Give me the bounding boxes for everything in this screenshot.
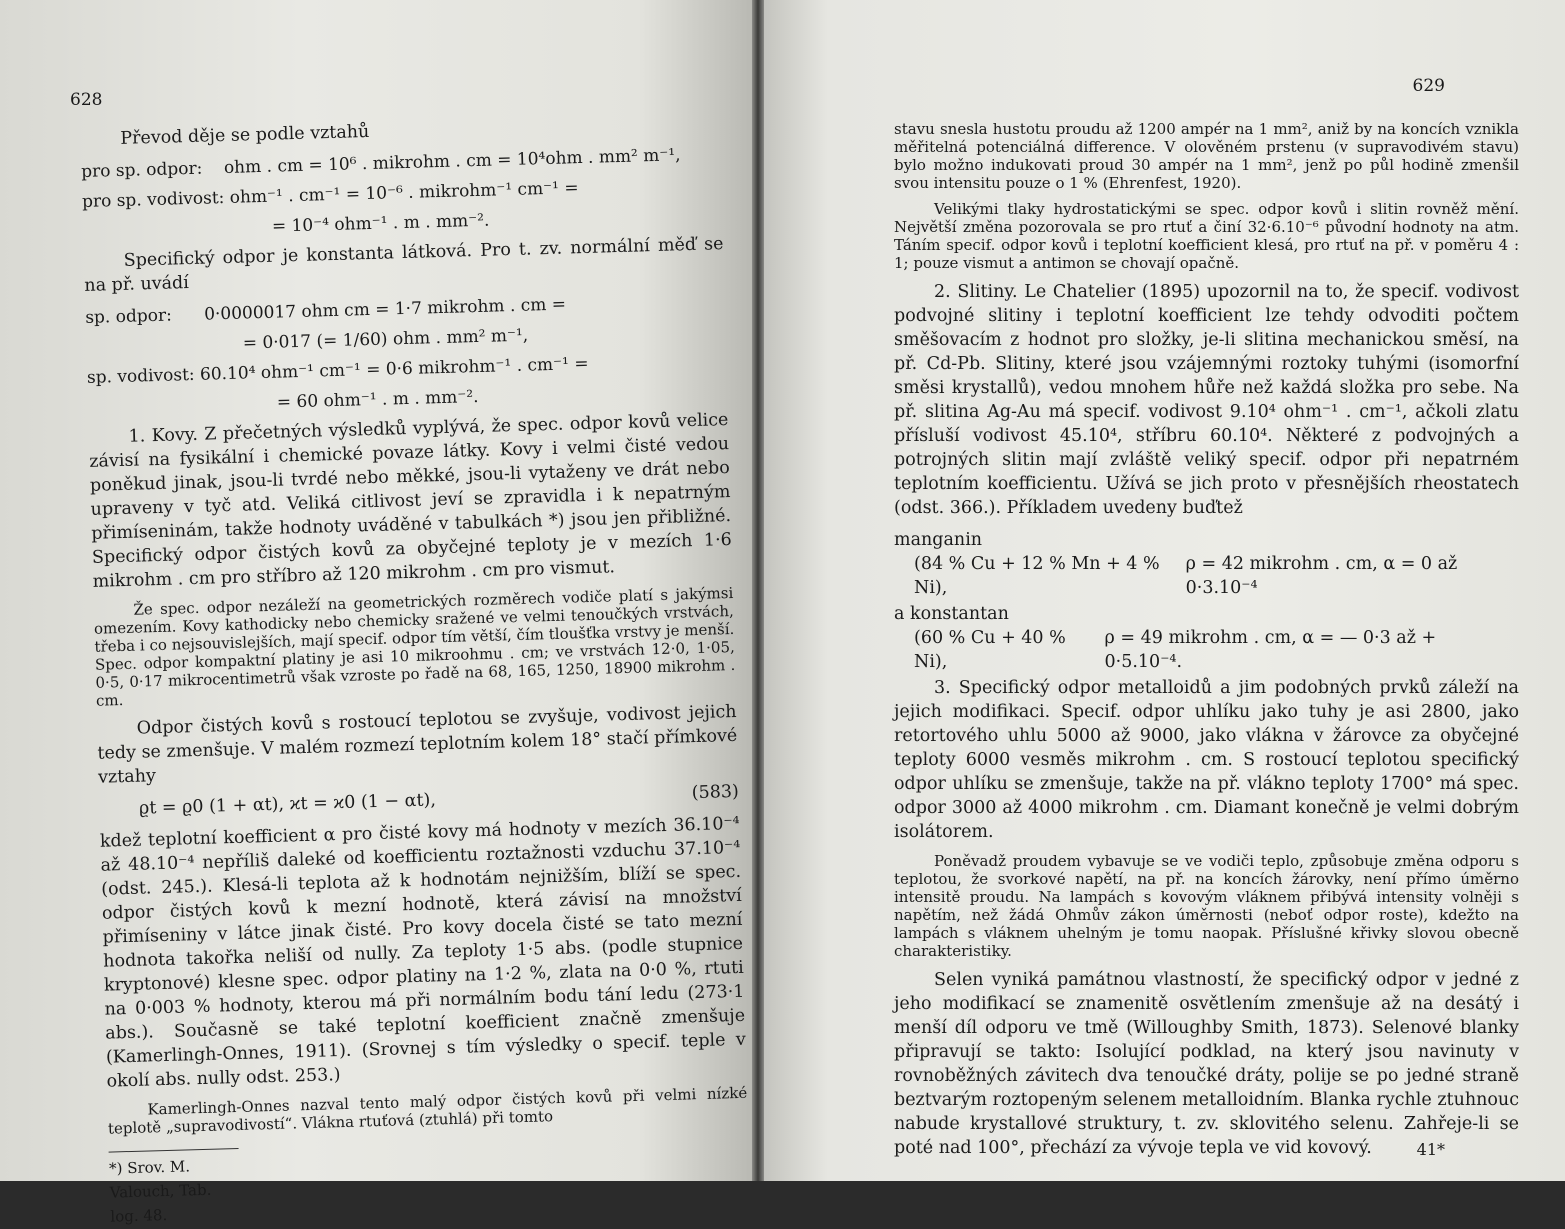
book-gutter <box>752 0 764 1181</box>
footnote: *) Srov. M. Valouch, Tab. log. 48. <box>109 1148 241 1229</box>
text-line: Selen vyniká památnou vlastností, že specifický odpor v jedné z jeho modifikací se znamenitě osvětlením zmenšuje až na desátý i menší díl odporu ve tmě (Willoughby Smith, 1873). Selenové blanky připravují se takto: Isolující podklad, na který jsou navinuty v rovnoběžných závitech dva tenoučké dráty, polije se po jedné straně beztvarým roztopeným selenem metalloidním. Blanka rychle ztuhnouc nabude krystallové struktury, t. zv. sklovitého selenu. Zahřeje-li se poté nad 100°, přechází za vývoje tepla ve vid kovový. <box>894 970 1519 1158</box>
left-page <box>0 0 752 1226</box>
alloy-value: ρ = 42 mikrohm . cm, α = 0 až 0·3.10⁻⁴ <box>1185 554 1458 598</box>
text-line: 2. Slitiny. Le Chatelier (1895) upozornil na to, že specif. vodivost podvojné slitiny i teplotní koefficient lze tehdy odvoditi počtem směšovacím z hodnot pro složky, je-li slitina mechanickou směsí, na př. Cd-Pb. Slitiny, které jsou vzájemnými roztoky tuhými (isomorfní směsi krystallů), vedou mnohem hůře než každá složka pro sebe. Na př. slitina Ag-Au má specif. vodivost 9.10⁴ ohm⁻¹ . cm⁻¹, ačkoli zlatu přísluší vodivost 45.10⁴, stříbru 60.10⁴. Některé z podvojných a potrojných slitin mají zvláště veliký specif. odpor při nepatrném teplotním koefficientu. Užívá se jich proto v přesnějších rheostatech (odst. 366.). Příkladem uvedeny buďtež <box>894 282 1519 518</box>
text-line: pro sp. odpor: ohm . cm = 10⁶ . mikrohm . cm = 10⁴ohm . mm² m⁻¹, <box>80 145 681 182</box>
left-page-text <box>80 110 750 1228</box>
text-line: 3. Specifický odpor metalloidů a jim podobných prvků záleží na jejich modifikaci. Specif. odpor uhlíku jako tuhy je asi 2800, jako retortového uhlu 5000 až 9000, jako vlákna v žárovce za obyčejné teploty 6000 vesměs mikrohm . cm. S rostoucí teplotou specifický odpor uhlíku se zmenšuje, takže na př. vlákno teploty 1700° má spec. odpor 3000 až 4000 mikrohm . cm. Diamant konečně je velmi dobrým isolátorem. <box>894 678 1519 842</box>
alloy-list <box>894 528 1519 674</box>
text-line: = 10⁻⁴ ohm⁻¹ . m . mm⁻². <box>82 210 490 242</box>
alloy-entry <box>894 602 1519 674</box>
text-line: Velikými tlaky hydrostatickými se spec. odpor kovů i slitin rovněž mění. Největší změna pozorovala se pro rtuť a činí 32·6.10⁻⁶ původní hodnoty na atm. Táním specif. odpor kovů i teplotní koefficient klesá, pro rtuť na př. v poměru 4 : 1; pouze vismut a antimon se chovají opačně. <box>894 200 1519 272</box>
text-line: Specifický odpor je konstanta látková. Pro t. zv. normální měď se na př. uvádí <box>84 234 724 296</box>
alloy-name: manganin <box>894 530 983 550</box>
text-line: stavu snesla hustotu proudu až 1200 ampér na 1 mm², aniž by na koncích vznikla měřitelná potenciálná difference. V olověném prstenu (v supravodivém stavu) bylo možno indukovati proud 30 ampér na 1 mm², jenž po půl hodině zmenšil svou intensitu pouze o 1 % (Ehrenfest, 1920). <box>894 120 1519 192</box>
equation-text: ϱt = ϱ0 (1 + αt), ϰt = ϰ0 (1 − αt), <box>138 790 437 819</box>
signature-mark: 41* <box>1416 1140 1445 1159</box>
text-line: = 60 ohm⁻¹ . m . mm⁻². <box>87 386 479 418</box>
text-line: 1. Kovy. Z přečetných výsledků vyplývá, že spec. odpor kovů velice závisí na fysikální i chemické povaze látky. Kovy i velmi čisté vedou poněkud jinak, jsou-li tvrdé nebo měkké, jsou-li vytaženy ve drát nebo upraveny v tyč atd. Veliká citlivost jeví se zpravidla i k nepatrným přimíseninám, takže hodnoty uváděné v tabulkách *) jsou jen přibližné. Specifický odpor čistých kovů za obyčejné teploty je v mezích 1·6 mikrohm . cm pro stříbro až 120 mikrohm . cm pro vismut. <box>89 410 733 592</box>
text-line: = 0·017 (= 1/60) ohm . mm² m⁻¹, <box>85 325 529 358</box>
text-line: sp. vodivost: 60.10⁴ ohm⁻¹ cm⁻¹ = 0·6 mikrohm⁻¹ . cm⁻¹ = <box>86 353 589 388</box>
page-number-left: 628 <box>70 90 103 110</box>
page-number-right: 629 <box>1412 76 1445 96</box>
text-line: Poněvadž proudem vybavuje se ve vodiči teplo, způsobuje změna odporu s teplotou, že svorkové napětí, na př. na koncích žárovky, není přímo úměrno intensitě proudu. Na lampách s kovovým vláknem přibývá intensity volněji s napětím, než žádá Ohmův zákon úměrnosti (neboť odpor roste), kdežto na lampách s vláknem uhelným je tomu naopak. Příslušné křivky slovou obecně charakteristiky. <box>894 852 1519 960</box>
alloy-composition: (84 % Cu + 12 % Mn + 4 % Ni), <box>914 554 1160 598</box>
text-line: Odpor čistých kovů s rostoucí teplotou se zvyšuje, vodivost jejich tedy se zmenšuje. V malém rozmezí teplotním kolem 18° stačí přímkové vztahy <box>97 701 738 788</box>
text-line: pro sp. vodivost: ohm⁻¹ . cm⁻¹ = 10⁻⁶ . mikrohm⁻¹ cm⁻¹ = <box>81 178 579 212</box>
right-page <box>764 0 1565 1181</box>
alloy-entry <box>894 528 1519 600</box>
text-line: kdež teplotní koefficient α pro čisté kovy má hodnoty v mezích 36.10⁻⁴ až 48.10⁻⁴ nepříliš daleké od koefficientu roztažnosti vzduchu 37.10⁻⁴ (odst. 245.). Klesá-li teplota až k hodnotám nejnižším, blíží se spec. odpor čistých kovů k mezní hodnotě, která závisí na množství přimíseniny v látce jinak čisté. Pro kovy docela čisté se tato mezní hodnota takořka neliší od nully. Za teploty 1·5 abs. (podle stupnice kryptonové) klesne spec. odpor platiny na 1·2 %, zlata na 0·0 %, rtuti na 0·003 % hodnoty, kterou má při normálním bodu tání ledu (273·1 abs.). Současně se také teplotní koefficient značně zmenšuje (Kamerlingh-Onnes, 1911). (Srovnej s tím výsledky o specif. teple v okolí abs. nully odst. 253.) <box>99 813 746 1092</box>
text-line: sp. odpor: 0·0000017 ohm cm = 1·7 mikrohm . cm = <box>85 294 567 328</box>
text-line: Kamerlingh-Onnes nazval tento malý odpor čistých kovů při velmi nízké teplotě „supravodivostí“. Vlákna rtuťová (ztuhlá) při tomto <box>107 1083 748 1138</box>
alloy-composition: (60 % Cu + 40 % Ni), <box>914 628 1066 672</box>
alloy-value: ρ = 49 mikrohm . cm, α = — 0·3 až + 0·5.10⁻⁴. <box>1104 628 1437 672</box>
text-line: Že spec. odpor nezáleží na geometrických rozměrech vodiče platí s jakýmsi omezením. Kovy kathodicky nebo chemicky sražené ve velmi tenoučkých vrstvách, třeba i co nejsouvislejších, mají specif. odpor tím větší, čím tloušťka vrstvy je menší. Spec. odpor kompaktní platiny je asi 10 mikroohmu . cm; ve vrstvách 12·0, 1·05, 0·5, 0·17 mikrocentimetrů však vzroste po řadě na 68, 165, 1250, 18900 mikrohm . cm. <box>93 583 736 710</box>
alloy-name: a konstantan <box>894 604 1009 624</box>
text-line: Převod děje se podle vztahů <box>120 121 370 149</box>
right-page-text <box>894 120 1519 1168</box>
equation-number: (583) <box>691 781 740 804</box>
